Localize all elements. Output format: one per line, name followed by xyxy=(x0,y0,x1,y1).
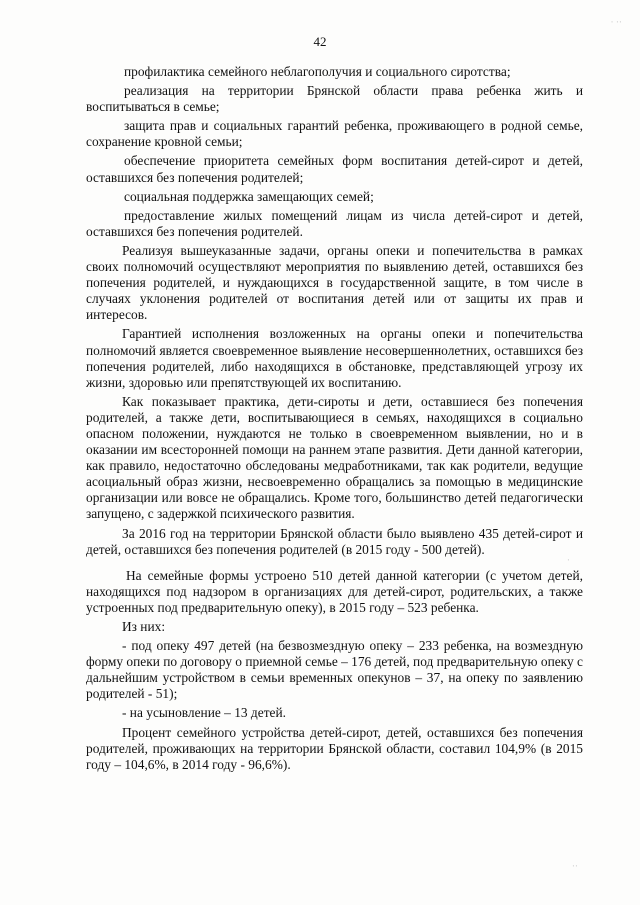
paragraph: На семейные формы устроено 510 детей данной категории (с учетом детей, находящихся под надзором в организациях для детей-сирот, родительских, а также устроенных под предварительную опеку), в 2015 году – 523 ребенка. xyxy=(86,567,583,615)
scan-speckle: ⋅ xyxy=(566,555,570,565)
list-item: реализация на территории Брянской области права ребенка жить и воспитываться в семье; xyxy=(86,83,583,115)
paragraph: Процент семейного устройства детей-сирот, детей, оставшихся без попечения родителей, проживающих на территории Брянской области, составил 104,9% (в 2015 году – 104,6%, в 2014 году - 96,6%). xyxy=(86,724,583,772)
page-number: 42 xyxy=(313,34,327,49)
paragraph: Как показывает практика, дети-сироты и дети, оставшиеся без попечения родителей, а также дети, воспитывающиеся в семьях, находящихся в социально опасном положении, нуждаются не только в своевременном выявлении, но и в оказании им всесторонней помощи на раннем этапе развития. Дети данной категории, как правило, недостаточно обследованы медработниками, так как родители, ведущие асоциальный образ жизни, несвоевременно обращались за помощью в медицинские организации или вовсе не обращались. Кроме того, большинство детей педагогически запущено, с задержкой психического развития. xyxy=(86,393,583,522)
list-item: защита прав и социальных гарантий ребенка, проживающего в родной семье, сохранение кровной семьи; xyxy=(86,118,583,150)
paragraph: Реализуя вышеуказанные задачи, органы опеки и попечительства в рамках своих полномочий осуществляют мероприятия по выявлению детей, оставшихся без попечения родителей, и нуждающихся в государственной защите, в том числе в случаях уклонения родителей от воспитания детей или от защиты их прав и интересов. xyxy=(86,242,583,323)
list-item: предоставление жилых помещений лицам из числа детей-сирот и детей, оставшихся без попечения родителей. xyxy=(86,207,583,239)
list-item: социальная поддержка замещающих семей; xyxy=(124,188,374,204)
list-item: профилактика семейного неблагополучия и социального сиротства; xyxy=(124,64,511,79)
subheading: Из них: xyxy=(122,619,166,634)
paragraph: Гарантией исполнения возложенных на органы опеки и попечительства полномочий является своевременное выявление несовершеннолетних, оставшихся без попечения родителей, либо находящихся в обстановке, представляющей угрозу их жизни, здоровью или препятствующей их воспитанию. xyxy=(86,326,583,390)
document-body xyxy=(86,64,583,776)
paragraph: За 2016 год на территории Брянской области было выявлено 435 детей-сирот и детей, оставшихся без попечения родителей (в 2015 году - 500 детей). xyxy=(86,525,583,557)
scan-speckle: ⋅⋅ xyxy=(571,861,578,871)
list-item: - на усыновление – 13 детей. xyxy=(122,705,287,721)
list-item: обеспечение приоритета семейных форм воспитания детей-сирот и детей, оставшихся без попечения родителей; xyxy=(86,153,583,185)
scan-speckle: ⋅ ⋅⋅ xyxy=(610,17,622,27)
list-item: - под опеку 497 детей (на безвозмездную опеку – 233 ребенка, на возмездную форму опеки по договору о приемной семье – 176 детей, под предварительную опеку с дальнейшим устройством в семьи временных опекунов – 37, на опеку по заявлению родителей - 51); xyxy=(86,638,583,702)
